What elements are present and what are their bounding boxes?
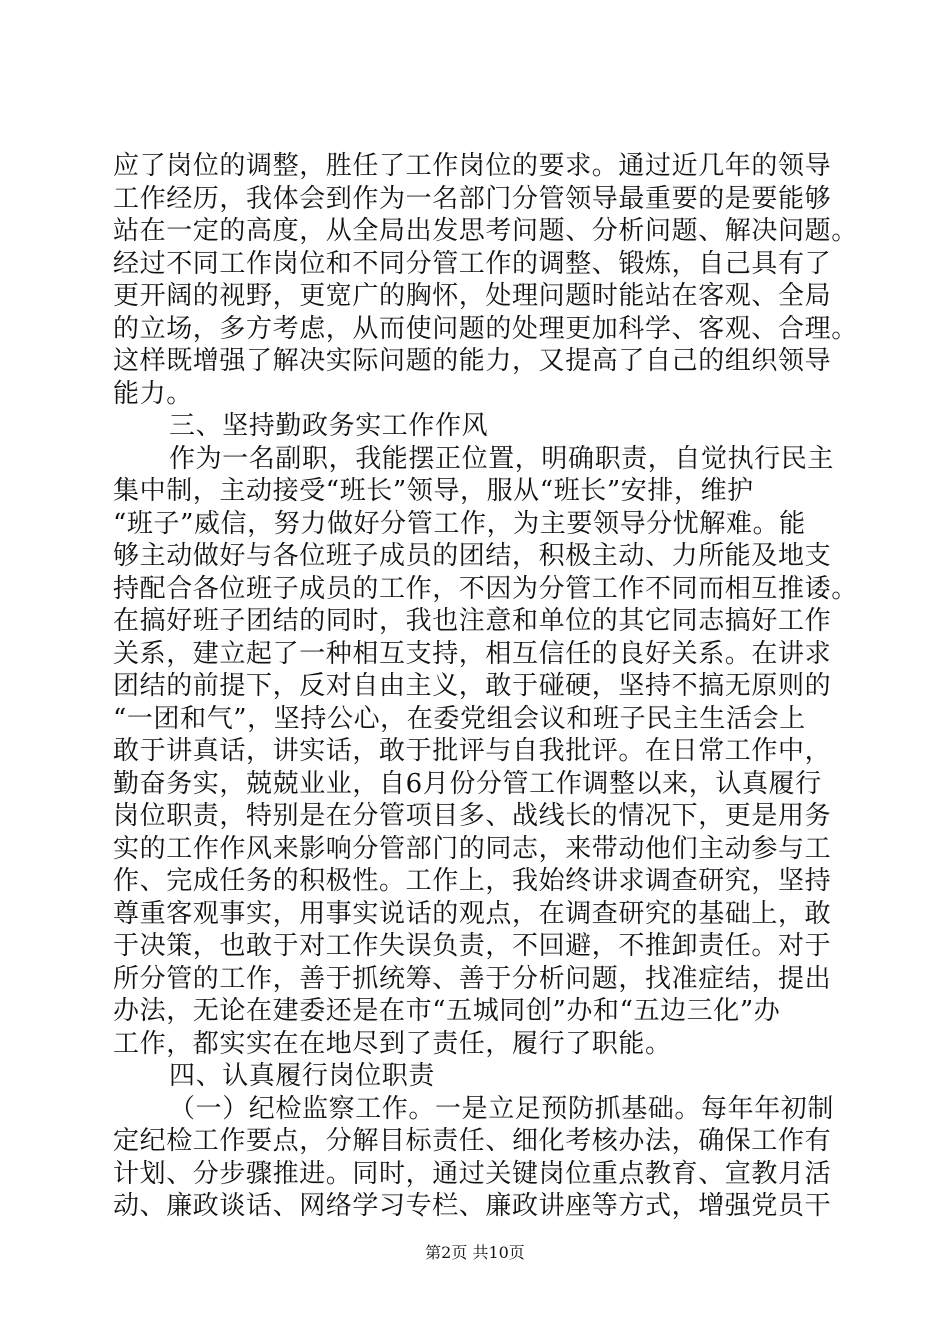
text-line: 作、完成任务的积极性。工作上，我始终讲求调查研究，坚持 xyxy=(113,866,832,896)
text-line: 的立场，多方考虑，从而使问题的处理更加科学、客观、合理。 xyxy=(113,313,858,344)
text-line: 工作经历，我体会到作为一名部门分管领导最重要的是要能够 xyxy=(113,183,832,214)
text-line: 敢于讲真话，讲实话，敢于批评与自我批评。在日常工作中， xyxy=(113,736,832,766)
text-line: “班子”威信，努力做好分管工作，为主要领导分忧解难。能 xyxy=(113,508,806,539)
page-footer: 第2页 共10页 xyxy=(425,1243,525,1262)
text-line: 计划、分步骤推进。同时，通过关键岗位重点教育、宣教月活 xyxy=(113,1158,832,1189)
text-line: （一）纪检监察工作。一是立足预防抓基础。每年年初制 xyxy=(169,1093,835,1124)
text-line: 持配合各位班子成员的工作，不因为分管工作不同而相互推诿。 xyxy=(113,573,858,604)
text-line: 作为一名副职，我能摆正位置，明确职责，自觉执行民主 xyxy=(169,443,835,474)
text-line: 办法，无论在建委还是在市“五城同创”办和“五边三化”办 xyxy=(113,996,781,1026)
text-line: 关系，建立起了一种相互支持，相互信任的良好关系。在讲求 xyxy=(113,638,832,669)
text-line: 工作，都实实在在地尽到了责任，履行了职能。 xyxy=(113,1028,672,1059)
text-line: 勤奋务实，兢兢业业，自6月份分管工作调整以来，认真履行 xyxy=(113,768,822,799)
text-line: 岗位职责，特别是在分管项目多、战线长的情况下，更是用务 xyxy=(113,801,832,831)
text-line: 集中制，主动接受“班长”领导，服从“班长”安排，维护 xyxy=(113,476,754,506)
text-line: 能力。 xyxy=(113,378,193,409)
text-line: 这样既增强了解决实际问题的能力，又提高了自己的组织领导 xyxy=(113,346,832,376)
text-line: 更开阔的视野，更宽广的胸怀，处理问题时能站在客观、全局 xyxy=(113,281,832,311)
text-line: 团结的前提下，反对自由主义，敢于碰硬，坚持不搞无原则的 xyxy=(113,671,832,701)
text-line: 四、认真履行岗位职责 xyxy=(169,1061,436,1091)
document-body xyxy=(113,150,858,1223)
text-line: 所分管的工作，善于抓统筹、善于分析问题，找准症结，提出 xyxy=(113,963,832,994)
text-line: 尊重客观事实，用事实说话的观点，在调查研究的基础上，敢 xyxy=(113,898,832,929)
text-line: 够主动做好与各位班子成员的团结，积极主动、力所能及地支 xyxy=(113,541,832,571)
text-line: 于决策，也敢于对工作失误负责，不回避，不推卸责任。对于 xyxy=(113,931,832,961)
text-line: 三、坚持勤政务实工作作风 xyxy=(169,411,489,441)
text-line: 经过不同工作岗位和不同分管工作的调整、锻炼，自己具有了 xyxy=(113,248,832,279)
text-line: “一团和气”，坚持公心，在委党组会议和班子民主生活会上 xyxy=(113,703,806,734)
text-line: 实的工作作风来影响分管部门的同志，来带动他们主动参与工 xyxy=(113,833,832,864)
text-line: 动、廉政谈话、网络学习专栏、廉政讲座等方式，增强党员干 xyxy=(113,1191,832,1221)
text-line: 应了岗位的调整，胜任了工作岗位的要求。通过近几年的领导 xyxy=(113,151,832,181)
text-line: 定纪检工作要点，分解目标责任、细化考核办法，确保工作有 xyxy=(113,1126,832,1156)
text-line: 站在一定的高度，从全局出发思考问题、分析问题、解决问题。 xyxy=(113,216,858,246)
text-line: 在搞好班子团结的同时，我也注意和单位的其它同志搞好工作 xyxy=(113,606,832,636)
